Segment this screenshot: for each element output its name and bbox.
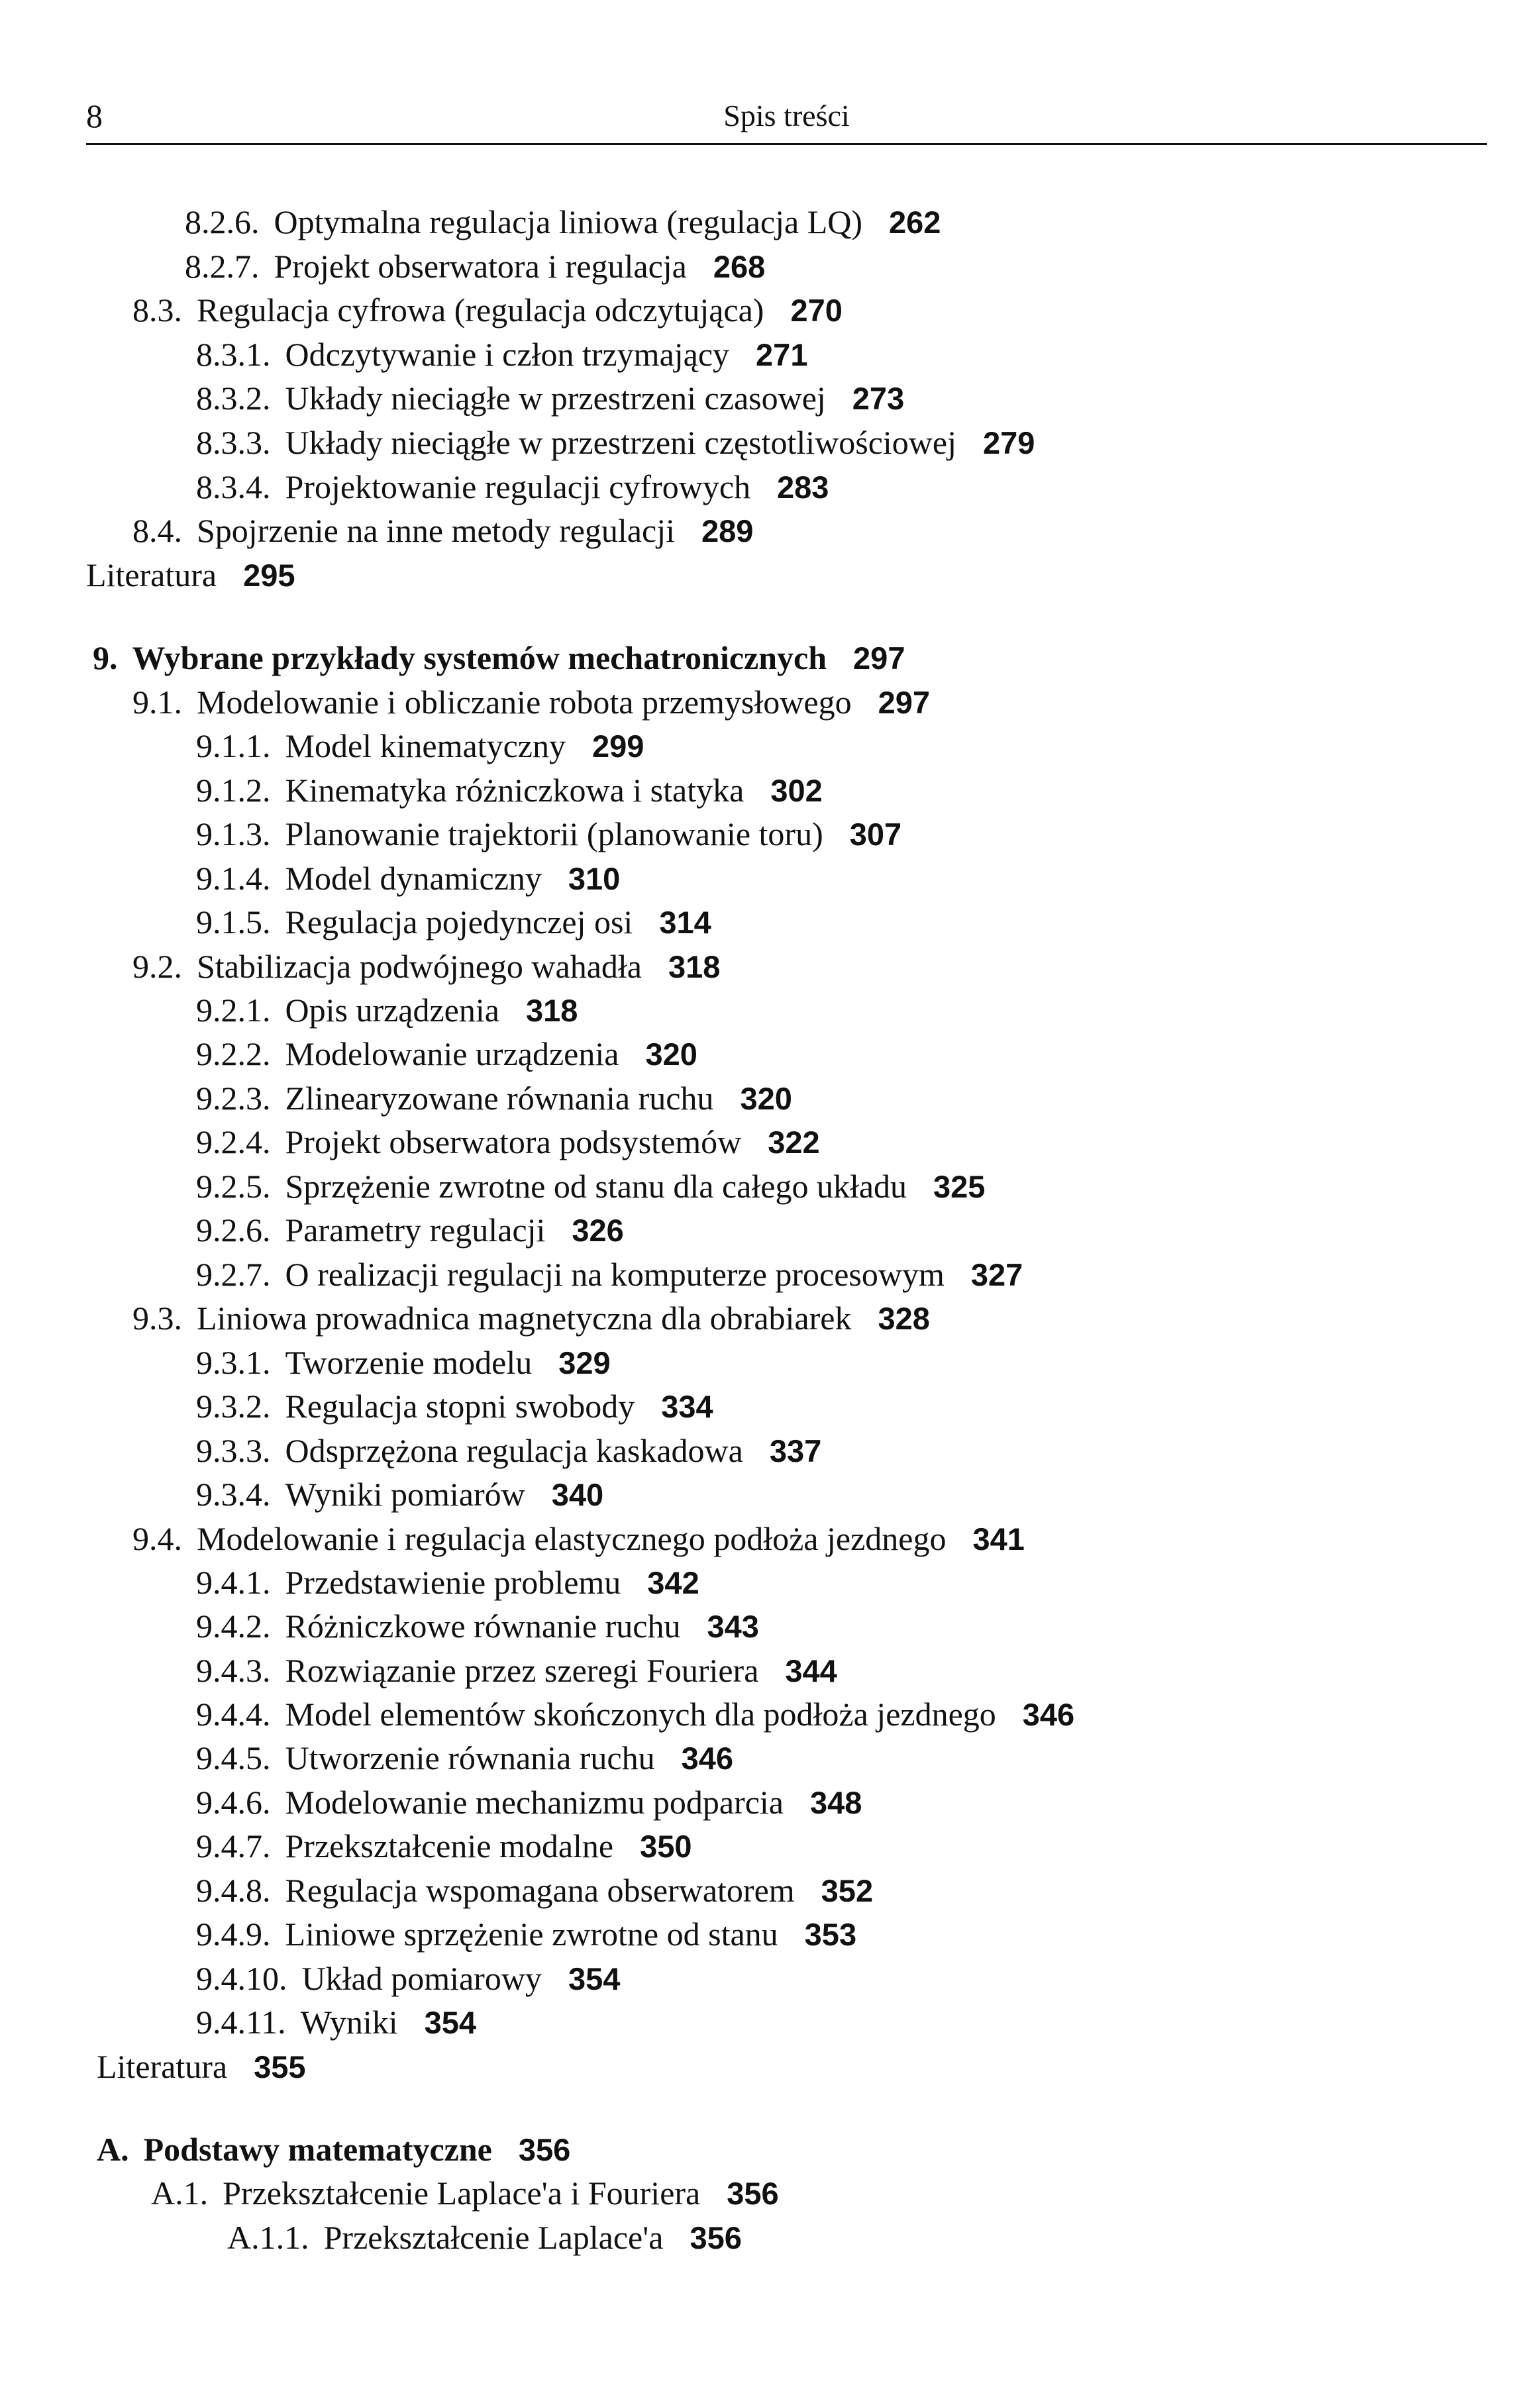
toc-number: 9.1.3. — [196, 815, 271, 852]
toc-entry — [196, 726, 644, 766]
toc-entry — [196, 990, 578, 1031]
toc-page: 314 — [659, 905, 711, 940]
toc-title: Rozwiązanie przez szeregi Fouriera — [285, 1652, 759, 1689]
toc-page: 273 — [852, 381, 905, 416]
toc-entry — [196, 1870, 873, 1911]
toc-entry — [196, 1431, 821, 1471]
toc-entry — [132, 511, 753, 551]
toc-page: 283 — [777, 470, 829, 505]
toc-entry — [196, 334, 807, 375]
toc-entry — [196, 902, 711, 943]
toc-page: 352 — [821, 1873, 874, 1908]
toc-title: Optymalna regulacja liniowa (regulacja LQ) — [274, 203, 863, 240]
toc-page: 350 — [640, 1829, 692, 1864]
toc-entry — [196, 423, 1035, 463]
toc-page: 322 — [768, 1125, 820, 1160]
toc-entry — [196, 1386, 713, 1427]
toc-title: Przekształcenie modalne — [285, 1827, 614, 1865]
toc-number: 9.2. — [132, 948, 182, 985]
toc-page: 328 — [878, 1301, 930, 1336]
toc-page: 341 — [972, 1521, 1025, 1557]
toc-page: 289 — [701, 513, 754, 548]
toc-title: Regulacja stopni swobody — [285, 1388, 635, 1425]
toc-number: 9.4.10. — [196, 1960, 287, 1997]
toc-title: Wyniki — [300, 2004, 398, 2041]
toc-number: 9.2.5. — [196, 1168, 271, 1205]
toc-number: 9.1. — [132, 684, 182, 721]
toc-number: 9.1.5. — [196, 903, 271, 941]
toc-title: Liniowe sprzężenie zwrotne od stanu — [285, 1916, 778, 1953]
toc-page: 334 — [661, 1389, 713, 1424]
toc-title: Modelowanie i obliczanie robota przemysłowego — [197, 684, 852, 721]
toc-entry — [196, 858, 620, 899]
toc-number: 9.4.8. — [196, 1872, 271, 1909]
toc-entry — [97, 2047, 306, 2087]
toc-number: 9.2.4. — [196, 1123, 271, 1160]
toc-entry — [132, 290, 843, 331]
toc-entry — [132, 946, 720, 987]
toc-entry — [132, 682, 930, 723]
toc-title: Modelowanie mechanizmu podparcia — [285, 1784, 784, 1821]
toc-entry — [196, 1210, 624, 1251]
toc-title: Przedstawienie problemu — [285, 1564, 621, 1601]
toc-title: Podstawy matematyczne — [143, 2131, 492, 2168]
toc-entry — [196, 1034, 697, 1074]
toc-title: Literatura — [97, 2048, 228, 2085]
toc-number: 9.2.1. — [196, 992, 271, 1029]
toc-entry — [196, 1166, 985, 1207]
toc-page: 320 — [645, 1037, 697, 1072]
toc-page: 325 — [933, 1169, 986, 1204]
toc-title: Układy nieciągłe w przestrzeni częstotliwościowej — [285, 424, 957, 461]
toc-title: Spojrzenie na inne metody regulacji — [197, 512, 675, 549]
toc-page: 318 — [525, 993, 578, 1028]
toc-entry — [196, 1122, 820, 1162]
toc-title: Odczytywanie i człon trzymający — [285, 336, 730, 373]
toc-entry — [86, 555, 295, 595]
toc-entry — [196, 378, 904, 419]
toc-title: Parametry regulacji — [285, 1211, 546, 1249]
toc-number: 8.3.1. — [196, 336, 271, 373]
toc-page: 356 — [518, 2132, 571, 2167]
toc-entry — [196, 770, 823, 811]
toc-chapter — [97, 2129, 570, 2170]
toc-title: Zlinearyzowane równania ruchu — [285, 1080, 714, 1117]
toc-page: 354 — [424, 2005, 477, 2040]
toc-page: 310 — [568, 861, 621, 896]
toc-number: 9.4.2. — [196, 1608, 271, 1645]
toc-entry — [196, 1782, 862, 1823]
toc-number: 8.2.7. — [185, 248, 260, 285]
page-number: 8 — [86, 97, 103, 134]
toc-number: 9.1.2. — [196, 772, 271, 809]
toc-number: 8.3.2. — [196, 380, 271, 417]
toc-title: Opis urządzenia — [285, 992, 499, 1029]
toc-page: 279 — [983, 425, 1035, 460]
toc-number: 9.3.2. — [196, 1388, 271, 1425]
toc-title: Liniowa prowadnica magnetyczna dla obrabiarek — [197, 1300, 852, 1337]
toc-number: 9.4.9. — [196, 1916, 271, 1953]
toc-title: Układ pomiarowy — [301, 1960, 542, 1997]
toc-chapter — [93, 638, 905, 678]
toc-entry — [196, 1254, 1023, 1295]
toc-title: Literatura — [86, 556, 217, 593]
toc-page: 343 — [707, 1609, 759, 1644]
toc-page: 342 — [647, 1565, 699, 1600]
toc-entry — [185, 246, 765, 287]
toc-entry — [196, 1606, 759, 1647]
toc-number: 8.3.4. — [196, 468, 271, 505]
toc-number: A.1. — [151, 2174, 209, 2212]
toc-entry — [196, 467, 829, 507]
toc-number: 9.4.1. — [196, 1564, 271, 1601]
toc-entry — [196, 1078, 792, 1119]
toc-page: 348 — [810, 1785, 862, 1820]
toc-page: 318 — [668, 949, 721, 984]
toc-page: 355 — [254, 2049, 306, 2084]
toc-title: Planowanie trajektorii (planowanie toru) — [285, 815, 823, 852]
toc-number: 9. — [93, 639, 118, 676]
toc-page: 295 — [243, 558, 295, 593]
toc-entry — [196, 814, 901, 854]
toc-number: 9.4.11. — [196, 2004, 286, 2041]
toc-entry — [196, 1474, 603, 1515]
toc-title: Kinematyka różniczkowa i statyka — [285, 772, 744, 809]
toc-number: 9.3.1. — [196, 1344, 271, 1381]
running-title: Spis treści — [723, 99, 850, 132]
toc-entry — [196, 1343, 611, 1383]
toc-title: Układy nieciągłe w przestrzeni czasowej — [285, 380, 826, 417]
toc-number: 9.4.6. — [196, 1784, 271, 1821]
toc-title: Tworzenie modelu — [285, 1344, 533, 1381]
toc-page: 326 — [572, 1213, 624, 1248]
toc-number: A. — [97, 2131, 129, 2168]
toc-number: 9.4.7. — [196, 1827, 271, 1865]
toc-number: 9.4.3. — [196, 1652, 271, 1689]
toc-number: 9.3.4. — [196, 1476, 271, 1513]
toc-number: 9.2.6. — [196, 1211, 271, 1249]
toc-title: Projektowanie regulacji cyfrowych — [285, 468, 751, 505]
toc-page: 344 — [785, 1653, 837, 1688]
toc-title: Regulacja cyfrowa (regulacja odczytująca) — [197, 291, 764, 329]
toc-number: A.1.1. — [227, 2219, 309, 2256]
toc-page: 297 — [853, 640, 905, 676]
toc-title: Stabilizacja podwójnego wahadła — [197, 948, 642, 985]
toc-title: Przekształcenie Laplace'a i Fouriera — [223, 2174, 701, 2212]
toc-title: Model elementów skończonych dla podłoża jezdnego — [285, 1696, 996, 1733]
toc-entry — [151, 2173, 779, 2214]
toc-title: Odsprzężona regulacja kaskadowa — [285, 1432, 743, 1469]
toc-number: 8.4. — [132, 512, 182, 549]
toc-number: 8.2.6. — [185, 203, 260, 240]
toc-number: 8.3. — [132, 291, 182, 329]
toc-page: 356 — [727, 2176, 779, 2211]
toc-entry — [196, 1562, 699, 1603]
toc-page: 337 — [769, 1433, 822, 1468]
toc-page: 320 — [740, 1081, 792, 1116]
toc-page: 340 — [551, 1477, 604, 1512]
toc-entry — [132, 1298, 930, 1339]
toc-title: Wybrane przykłady systemów mechatronicznych — [132, 639, 827, 676]
toc-number: 9.1.1. — [196, 727, 271, 764]
toc-page: 268 — [713, 249, 766, 284]
toc-title: Przekształcenie Laplace'a — [323, 2219, 664, 2256]
toc-title: O realizacji regulacji na komputerze procesowym — [285, 1256, 945, 1293]
toc-page: 346 — [681, 1741, 734, 1776]
toc-number: 9.4. — [132, 1520, 182, 1557]
toc-entry — [196, 1694, 1074, 1735]
toc-number: 8.3.3. — [196, 424, 271, 461]
toc-title: Różniczkowe równanie ruchu — [285, 1608, 681, 1645]
toc-page: 270 — [790, 293, 843, 328]
toc-page: 299 — [592, 729, 644, 764]
toc-page: 302 — [770, 773, 823, 808]
toc-title: Model kinematyczny — [285, 727, 566, 764]
toc-title: Projekt obserwatora podsystemów — [285, 1123, 742, 1160]
toc-entry — [227, 2218, 742, 2258]
toc-number: 9.4.5. — [196, 1739, 271, 1776]
toc-page: 307 — [849, 817, 902, 852]
toc-title: Modelowanie urządzenia — [285, 1035, 619, 1072]
toc-entry — [185, 202, 941, 242]
toc-page: 356 — [690, 2220, 742, 2255]
toc-title: Wyniki pomiarów — [285, 1476, 525, 1513]
toc-entry — [196, 2002, 476, 2043]
toc-number: 9.2.3. — [196, 1080, 271, 1117]
toc-number: 9.4.4. — [196, 1696, 271, 1733]
toc-entry — [196, 1959, 620, 1999]
toc-entry — [196, 1826, 692, 1866]
toc-page: 262 — [889, 205, 941, 240]
toc-title: Utworzenie równania ruchu — [285, 1739, 655, 1776]
toc-page: 327 — [970, 1257, 1023, 1292]
toc-entry — [196, 1651, 837, 1691]
toc-entry — [196, 1914, 856, 1955]
toc-title: Modelowanie i regulacja elastycznego podłoża jezdnego — [197, 1520, 947, 1557]
toc-number: 9.3.3. — [196, 1432, 271, 1469]
toc-page: 329 — [558, 1345, 611, 1380]
toc-page: 297 — [878, 685, 930, 720]
toc-number: 9.3. — [132, 1300, 182, 1337]
toc-entry — [132, 1519, 1025, 1559]
toc-title: Regulacja wspomagana obserwatorem — [285, 1872, 795, 1909]
toc-number: 9.2.7. — [196, 1256, 271, 1293]
toc-page: 354 — [568, 1961, 621, 1996]
toc-page: 353 — [804, 1917, 857, 1952]
toc-title: Projekt obserwatora i regulacja — [274, 248, 687, 285]
toc-page: 271 — [756, 337, 808, 372]
toc-title: Regulacja pojedynczej osi — [285, 903, 633, 941]
toc-page: 346 — [1022, 1697, 1075, 1732]
toc-entry — [196, 1738, 733, 1778]
toc-title: Model dynamiczny — [285, 860, 542, 897]
toc-number: 9.1.4. — [196, 860, 271, 897]
toc-title: Sprzężenie zwrotne od stanu dla całego układu — [285, 1168, 907, 1205]
toc-number: 9.2.2. — [196, 1035, 271, 1072]
